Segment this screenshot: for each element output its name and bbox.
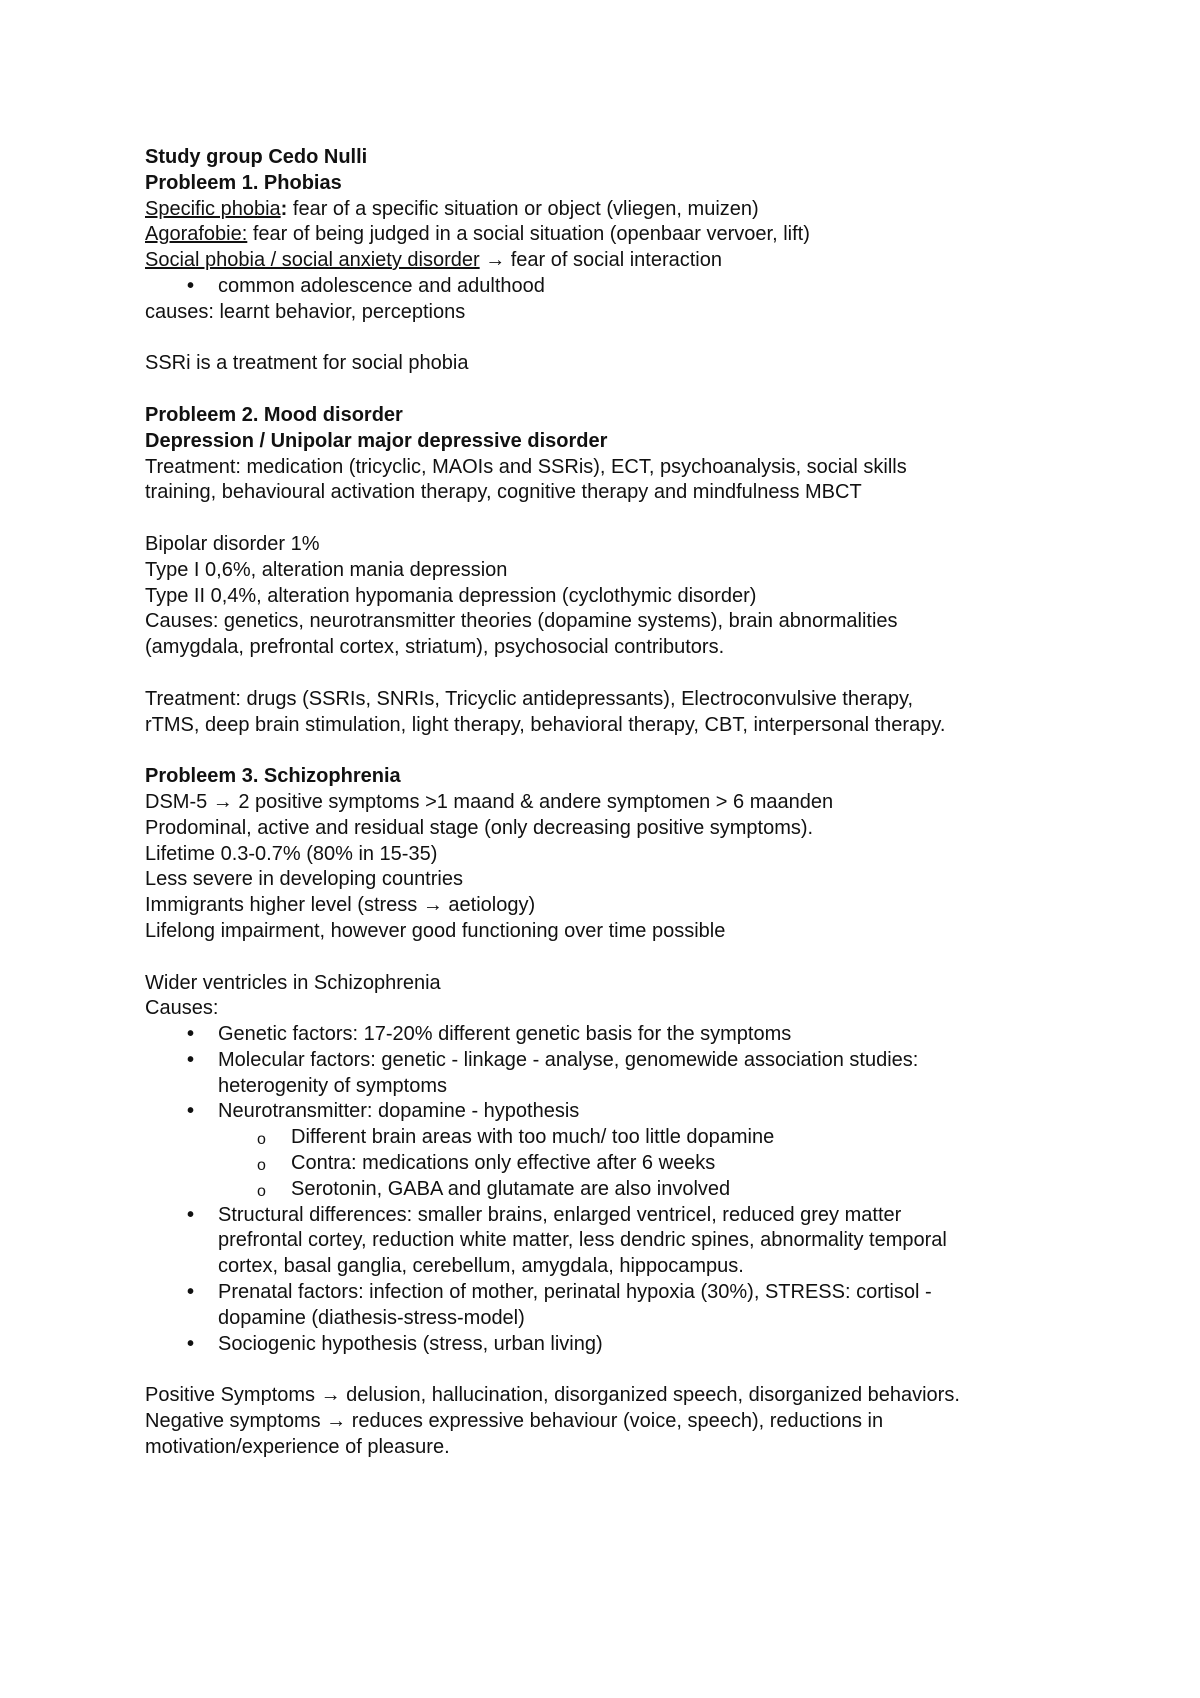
schizophrenia-line: Less severe in developing countries: [145, 868, 463, 891]
causes-bullet-list: [145, 1022, 1085, 1125]
agorafobie-definition: fear of being judged in a social situation (openbaar vervoer, lift): [247, 223, 810, 246]
negative-symptoms-line-1: Negative symptoms → reduces expressive behaviour (voice, speech), reductions in: [145, 1410, 884, 1433]
bipolar-causes-line-2: (amygdala, prefrontal cortex, striatum), psychosocial contributors.: [145, 636, 725, 659]
depression-treatment-line-2: training, behavioural activation therapy, cognitive therapy and mindfulness MBCT: [145, 481, 862, 504]
list-item-text: prefrontal cortey, reduction white matter, less dendric spines, abnormality temporal: [218, 1229, 947, 1252]
negative-symptoms-line-2: motivation/experience of pleasure.: [145, 1435, 450, 1458]
bipolar-treatment-line-1: Treatment: drugs (SSRIs, SNRIs, Tricyclic antidepressants), Electroconvulsive therapy,: [145, 687, 914, 710]
list-item: • common adolescence and adulthood: [145, 274, 1085, 300]
list-item: [145, 1099, 1085, 1125]
ssri-note: SSRi is a treatment for social phobia: [145, 352, 469, 375]
list-item: o Serotonin, GABA and glutamate are also involved: [218, 1177, 1085, 1203]
subheading-depression: Depression / Unipolar major depressive disorder: [145, 429, 608, 452]
document-title: Study group Cedo Nulli: [145, 146, 368, 168]
list-item-text: • Molecular factors: genetic - linkage - analyse, genomewide association studies:: [218, 1048, 919, 1071]
list-item: [145, 1203, 1085, 1280]
specific-phobia-colon: :: [280, 197, 288, 220]
ventricles-line: Wider ventricles in Schizophrenia: [145, 971, 441, 994]
neurotransmitter-sub-list: [218, 1125, 1085, 1202]
specific-phobia-line: [145, 197, 1085, 223]
list-item: [145, 1280, 1085, 1332]
schizophrenia-line: Immigrants higher level (stress → aetiology): [145, 894, 536, 917]
list-item-text: dopamine (diathesis-stress-model): [218, 1306, 525, 1329]
list-item-text: cortex, basal ganglia, cerebellum, amygdala, hippocampus.: [218, 1255, 744, 1278]
causes-bullet-list-continued: [145, 1203, 1085, 1358]
social-phobia-term: Social phobia / social anxiety disorder: [145, 249, 480, 272]
bipolar-type-2: Type II 0,4%, alteration hypomania depression (cyclothymic disorder): [145, 584, 757, 607]
bipolar-treatment-line-2: rTMS, deep brain stimulation, light therapy, behavioral therapy, CBT, interpersonal therapy.: [145, 713, 946, 736]
list-item: • Genetic factors: 17-20% different genetic basis for the symptoms: [145, 1022, 1085, 1048]
list-item: o Contra: medications only effective after 6 weeks: [218, 1151, 1085, 1177]
specific-phobia-term: Specific phobia: [145, 197, 281, 220]
positive-symptoms: Positive Symptoms → delusion, hallucination, disorganized speech, disorganized behaviors.: [145, 1384, 960, 1407]
list-item-text: • Neurotransmitter: dopamine - hypothesis: [218, 1100, 580, 1123]
specific-phobia-definition: fear of a specific situation or object (vliegen, muizen): [287, 197, 759, 220]
list-item: o Different brain areas with too much/ too little dopamine: [218, 1125, 1085, 1151]
causes-label: Causes:: [145, 997, 219, 1020]
document-page: [145, 145, 1085, 1461]
bipolar-type-1: Type I 0,6%, alteration mania depression: [145, 558, 508, 581]
agorafobie-line: [145, 222, 1085, 248]
bipolar-line: Bipolar disorder 1%: [145, 532, 320, 555]
bipolar-causes-line-1: Causes: genetics, neurotransmitter theories (dopamine systems), brain abnormalities: [145, 610, 898, 633]
section-heading-mood-disorder: Probleem 2. Mood disorder: [145, 403, 403, 426]
list-item-text: • Structural differences: smaller brains, enlarged ventricel, reduced grey matter: [218, 1203, 902, 1226]
list-item-text: • Prenatal factors: infection of mother, perinatal hypoxia (30%), STRESS: cortisol -: [218, 1281, 932, 1304]
agorafobie-term: Agorafobie:: [145, 223, 248, 246]
schizophrenia-line: Prodominal, active and residual stage (only decreasing positive symptoms).: [145, 816, 814, 839]
list-item: [145, 1048, 1085, 1100]
schizophrenia-line: Lifetime 0.3-0.7% (80% in 15-35): [145, 842, 438, 865]
social-phobia-definition: → fear of social interaction: [479, 249, 722, 272]
list-item-text: heterogenity of symptoms: [218, 1074, 447, 1097]
phobia-causes: causes: learnt behavior, perceptions: [145, 300, 466, 323]
social-phobia-line: [145, 248, 1085, 274]
section-heading-phobias: Probleem 1. Phobias: [145, 171, 342, 194]
section-heading-schizophrenia: Probleem 3. Schizophrenia: [145, 765, 401, 788]
schizophrenia-line: DSM-5 → 2 positive symptoms >1 maand & andere symptomen > 6 maanden: [145, 790, 834, 813]
phobia-bullet-list: [145, 274, 1085, 300]
depression-treatment-line-1: Treatment: medication (tricyclic, MAOIs and SSRis), ECT, psychoanalysis, social skills: [145, 455, 907, 478]
list-item: • Sociogenic hypothesis (stress, urban living): [145, 1332, 1085, 1358]
schizophrenia-line: Lifelong impairment, however good functioning over time possible: [145, 919, 726, 942]
